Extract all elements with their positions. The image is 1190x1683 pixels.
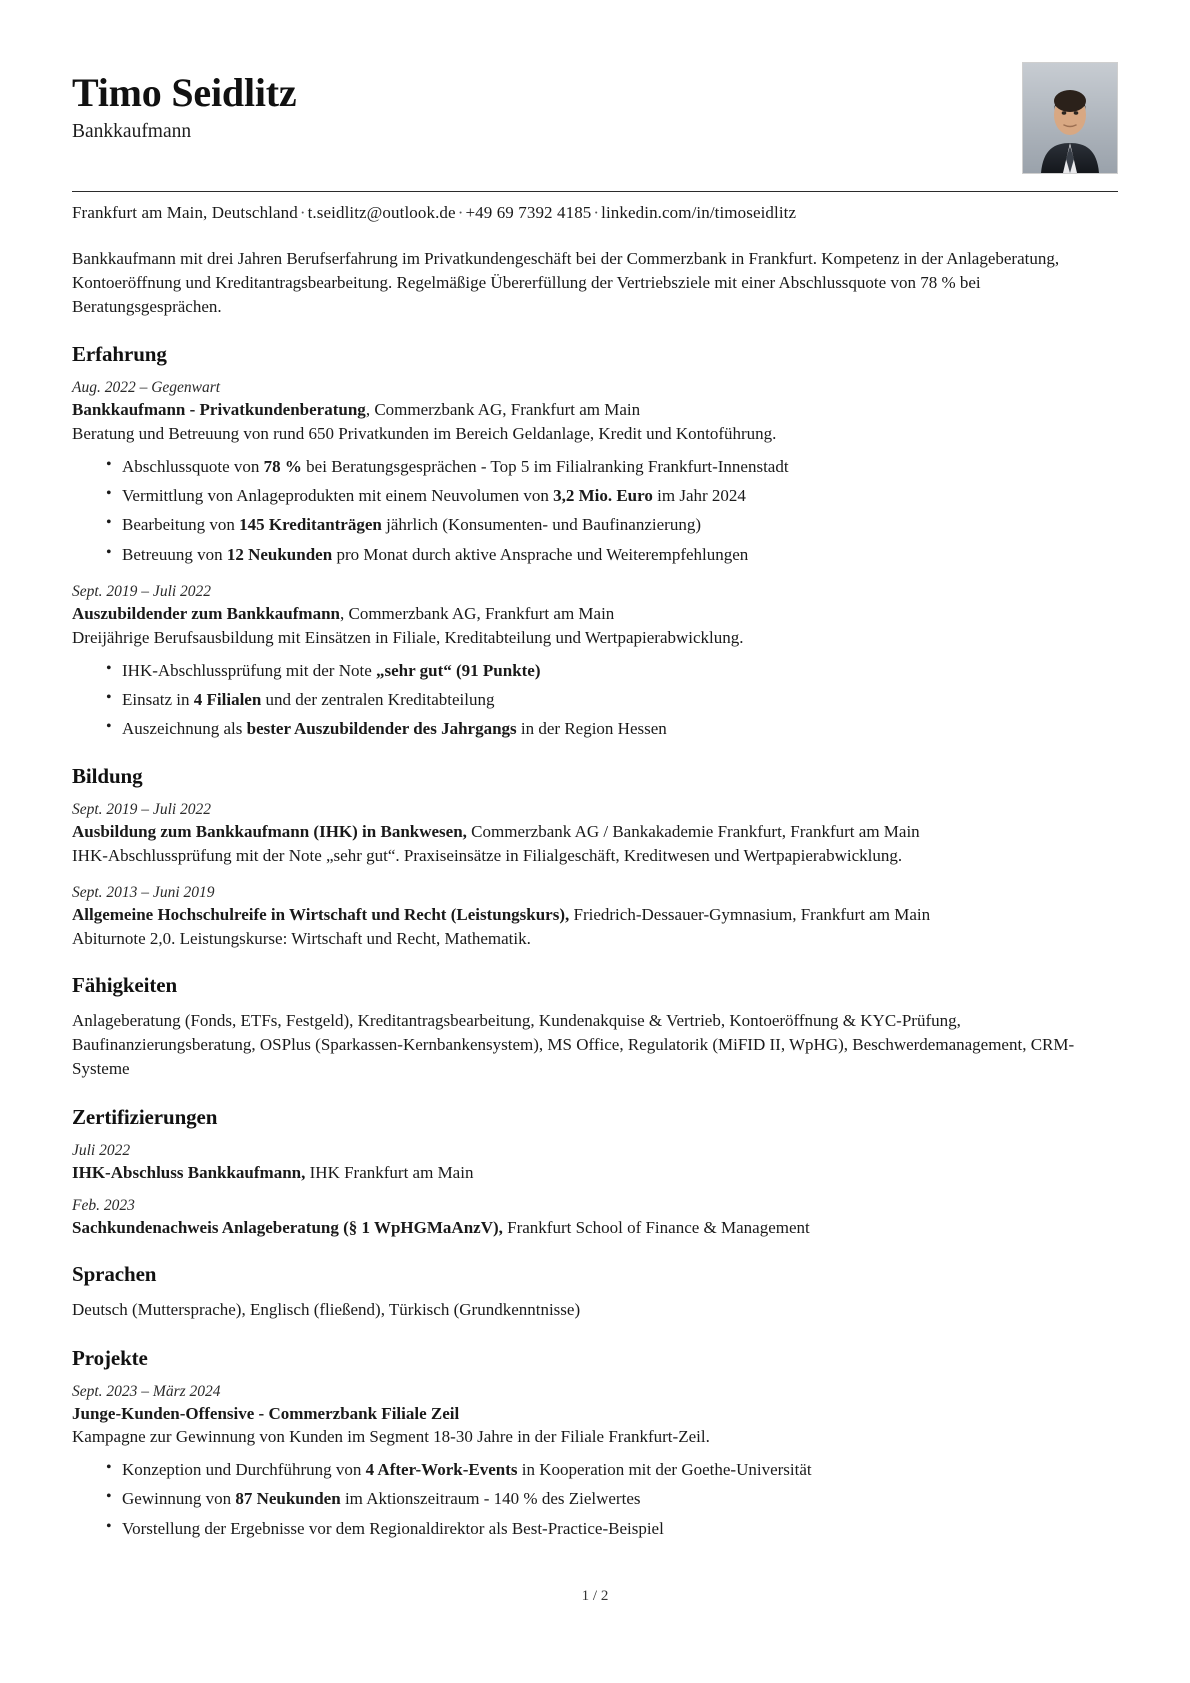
entry-description: Beratung und Betreuung von rund 650 Privatkunden im Bereich Geldanlage, Kredit und Kontoführung. <box>72 424 777 444</box>
bullet-text-bold: „sehr gut“ (91 Punkte) <box>376 660 541 680</box>
project-entry <box>72 1382 1118 1541</box>
bullet-text-pre: Auszeichnung als <box>122 719 247 739</box>
certification-entry <box>72 1141 1118 1185</box>
list-item <box>106 484 1118 507</box>
header-divider <box>72 191 1118 192</box>
education-entry <box>72 883 1118 950</box>
entry-title <box>72 821 1118 844</box>
section-title-certifications: Zertifizierungen <box>72 1104 218 1129</box>
contact-linkedin[interactable]: linkedin.com/in/timoseidlitz <box>601 203 797 222</box>
entry-title-bold: Bankkaufmann - Privatkundenberatung <box>72 400 366 420</box>
bullet-text-post: und der zentralen Kreditabteilung <box>261 689 495 709</box>
contact-separator: · <box>593 203 600 222</box>
experience-entry <box>72 378 1118 566</box>
entry-date: Juli 2022 <box>72 1141 131 1159</box>
entry-title-bold: Auszubildender zum Bankkaufmann <box>72 604 340 624</box>
entry-title <box>72 603 1118 626</box>
entry-title <box>72 904 1118 927</box>
bullet-text-pre: Einsatz in <box>122 689 194 709</box>
bullet-text-bold: 87 Neukunden <box>235 1489 341 1509</box>
bullet-text-bold: 145 Kreditanträgen <box>239 515 382 535</box>
bullet-text-pre: IHK-Abschlussprüfung mit der Note <box>122 660 377 680</box>
entry-title-rest: Friedrich-Dessauer-Gymnasium, Frankfurt am Main <box>569 905 931 925</box>
section-title-languages: Sprachen <box>72 1262 157 1287</box>
entry-bullet-list <box>72 659 1118 741</box>
bullet-text-post: in Kooperation mit der Goethe-Universität <box>517 1459 812 1479</box>
bullet-text-pre: Betreuung von <box>122 544 227 564</box>
list-item <box>106 543 1118 566</box>
contact-separator: · <box>457 203 464 222</box>
entry-title-bold: IHK-Abschluss Bankkaufmann, <box>72 1162 306 1182</box>
section-title-skills: Fähigkeiten <box>72 973 178 998</box>
contact-email[interactable]: t.seidlitz@outlook.de <box>307 203 456 222</box>
entry-title-bold: Junge-Kunden-Offensive - Commerzbank Filiale Zeil <box>72 1403 460 1423</box>
header-text-block <box>72 62 296 143</box>
entry-description: IHK-Abschlussprüfung mit der Note „sehr gut“. Praxiseinsätze in Filialgeschäft, Kreditwesen und Wertpapierabwicklung. <box>72 845 903 865</box>
portrait-photo <box>1022 62 1118 174</box>
list-item <box>106 1458 1118 1481</box>
list-item <box>106 717 1118 740</box>
section-title-projects: Projekte <box>72 1345 148 1370</box>
bullet-text-pre: Bearbeitung von <box>122 515 240 535</box>
entry-bullet-list <box>72 1458 1118 1540</box>
experience-entry <box>72 582 1118 741</box>
bullet-text-post: im Jahr 2024 <box>652 485 746 505</box>
contact-location: Frankfurt am Main, Deutschland <box>72 203 298 222</box>
entry-title-bold: Ausbildung zum Bankkaufmann (IHK) in Bankwesen, <box>72 822 467 841</box>
page-indicator: 1 / 2 <box>581 1588 609 1604</box>
bullet-text-bold: 4 Filialen <box>193 689 262 709</box>
skills-text: Anlageberatung (Fonds, ETFs, Festgeld), Kreditantragsbearbeitung, Kundenakquise & Vertrieb, Kontoeröffnung & KYC-Prüfung, Baufinanzierungsberatung, OSPlus (Sparkassen-Kernbankensystem), MS Office, Regulatorik (MiFID II, WpHG), Beschwerdemanagement, CRM-Systeme <box>72 1011 1075 1079</box>
bullet-text-pre: Abschlussquote von <box>122 456 264 476</box>
section-title-education: Bildung <box>72 763 143 788</box>
entry-description: Abiturnote 2,0. Leistungskurse: Wirtschaft und Recht, Mathematik. <box>72 928 531 948</box>
job-headline: Bankkaufmann <box>72 121 192 142</box>
contact-separator: · <box>299 203 306 222</box>
section-experience <box>72 342 1118 741</box>
entry-title <box>72 1217 1118 1240</box>
entry-description: Dreijährige Berufsausbildung mit Einsätzen in Filiale, Kreditabteilung und Wertpapierabwicklung. <box>72 628 744 648</box>
entry-title-rest: , Commerzbank AG, Frankfurt am Main <box>340 604 615 624</box>
contact-phone[interactable]: +49 69 7392 4185 <box>465 203 592 222</box>
entry-date: Aug. 2022 – Gegenwart <box>72 379 221 397</box>
page-title: Timo Seidlitz <box>72 70 297 115</box>
certification-entry <box>72 1196 1118 1240</box>
languages-text: Deutsch (Muttersprache), Englisch (fließend), Türkisch (Grundkenntnisse) <box>72 1300 581 1320</box>
bullet-text-bold: 4 After-Work-Events <box>365 1459 518 1479</box>
list-item <box>106 513 1118 536</box>
section-skills <box>72 973 1118 1081</box>
bullet-text-pre: Konzeption und Durchführung von <box>122 1459 366 1479</box>
section-languages <box>72 1262 1118 1322</box>
entry-title <box>72 1162 1118 1185</box>
entry-title-bold: Allgemeine Hochschulreife in Wirtschaft und Recht (Leistungskurs), <box>72 905 570 925</box>
entry-title <box>72 1403 1118 1426</box>
entry-date: Feb. 2023 <box>72 1196 135 1214</box>
entry-title-rest: , Commerzbank AG, Frankfurt am Main <box>365 400 641 420</box>
entry-title <box>72 399 1118 422</box>
bullet-text-post: im Aktionszeitraum - 140 % des Zielwertes <box>340 1489 641 1509</box>
bullet-text-pre: Vorstellung der Ergebnisse vor dem Regionaldirektor als Best-Practice-Beispiel <box>122 1518 664 1538</box>
bullet-text-post: jährlich (Konsumenten- und Baufinanzierung) <box>381 515 701 535</box>
entry-title-rest: IHK Frankfurt am Main <box>305 1162 474 1182</box>
entry-bullet-list <box>72 455 1118 567</box>
entry-description: Kampagne zur Gewinnung von Kunden im Segment 18-30 Jahre in der Filiale Frankfurt-Zeil. <box>72 1427 710 1447</box>
section-projects <box>72 1346 1118 1541</box>
entry-date: Sept. 2013 – Juni 2019 <box>72 884 215 902</box>
entry-title-rest: Frankfurt School of Finance & Management <box>502 1217 810 1237</box>
list-item <box>106 455 1118 478</box>
bullet-text-post: in der Region Hessen <box>516 719 667 739</box>
section-title-experience: Erfahrung <box>72 342 167 367</box>
list-item <box>106 1487 1118 1510</box>
resume-header <box>72 62 1118 174</box>
bullet-text-pre: Gewinnung von <box>122 1489 236 1509</box>
list-item <box>106 1517 1118 1540</box>
bullet-text-post: bei Beratungsgesprächen - Top 5 im Filialranking Frankfurt-Innenstadt <box>301 456 789 476</box>
bullet-text-pre: Vermittlung von Anlageprodukten mit einem Neuvolumen von <box>122 485 554 505</box>
list-item <box>106 688 1118 711</box>
list-item <box>106 659 1118 682</box>
bullet-text-post: pro Monat durch aktive Ansprache und Weiterempfehlungen <box>332 544 749 564</box>
education-entry <box>72 800 1118 867</box>
entry-date: Sept. 2023 – März 2024 <box>72 1382 221 1400</box>
section-education <box>72 764 1118 950</box>
section-certifications <box>72 1105 1118 1240</box>
bullet-text-bold: 12 Neukunden <box>226 544 333 564</box>
entry-date: Sept. 2019 – Juli 2022 <box>72 583 212 601</box>
entry-date: Sept. 2019 – Juli 2022 <box>72 800 212 818</box>
bullet-text-bold: bester Auszubildender des Jahrgangs <box>246 719 517 739</box>
page-footer <box>0 1588 1190 1605</box>
contact-line <box>72 202 1118 225</box>
bullet-text-bold: 78 % <box>263 456 302 476</box>
entry-title-bold: Sachkundenachweis Anlageberatung (§ 1 WpHGMaAnzV), <box>72 1217 503 1237</box>
bullet-text-bold: 3,2 Mio. Euro <box>553 485 653 505</box>
professional-summary: Bankkaufmann mit drei Jahren Berufserfahrung im Privatkundengeschäft bei der Commerzbank in Frankfurt. Kompetenz in der Anlageberatung, Kontoeröffnung und Kreditantragsbearbeitung. Regelmäßige Übererfüllung der Vertriebsziele mit einer Abschlussquote von 78 % bei Beratungsgesprächen. <box>72 248 1060 317</box>
entry-title-rest: Commerzbank AG / Bankakademie Frankfurt, Frankfurt am Main <box>466 822 920 841</box>
